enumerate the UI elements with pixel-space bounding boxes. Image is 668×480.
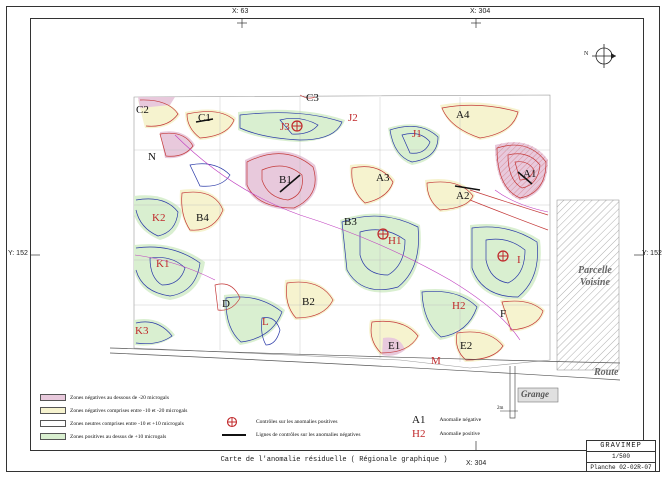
- legend-text-lines-negative: Lignes de contrôles sur les anomalies négatives: [256, 432, 361, 438]
- neighbour-parcel-label: [578, 265, 612, 289]
- legend-swatch-neg20: [40, 394, 66, 401]
- legend-zone-pos10: [40, 433, 166, 440]
- legend-lines-negative: [222, 432, 360, 438]
- road-label: Route: [594, 367, 619, 378]
- legend: [40, 394, 520, 444]
- title-scale: 1/500: [587, 452, 655, 463]
- legend-text-pos10: Zones positives au dessus de +10 microgals: [70, 433, 167, 440]
- negative-anomaly-label-f: F: [500, 308, 507, 320]
- legend-text-neg10-20: Zones négatives comprises entre -10 et -20 microgals: [70, 407, 188, 414]
- legend-control-line-icon: [222, 434, 246, 436]
- legend-zone-neg10-20: [40, 407, 187, 414]
- legend-controls-positive: [226, 416, 338, 428]
- legend-code-negative: A1: [412, 414, 426, 426]
- title-sheet: Planche 02-02R-07: [590, 464, 652, 471]
- negative-anomaly-label-e1: E1: [388, 340, 401, 352]
- coord-left: Y: 152: [8, 250, 28, 257]
- legend-swatch-neutral: [40, 420, 66, 427]
- positive-anomaly-label-k1: K1: [156, 258, 170, 270]
- negative-anomaly-label-e2: E2: [460, 340, 473, 352]
- legend-zone-neutral: [40, 420, 184, 427]
- negative-anomaly-label-b3: B3: [344, 216, 357, 228]
- positive-anomaly-label-j3: J3: [280, 121, 290, 133]
- legend-zone-neg20: [40, 394, 169, 401]
- positive-anomaly-label-h2: H2: [452, 300, 466, 312]
- positive-anomaly-label-l: L: [262, 316, 269, 328]
- positive-anomaly-label-j1: J1: [412, 128, 422, 140]
- legend-text-neutral: Zones neutres comprises entre -10 et +10 microgals: [70, 420, 184, 427]
- positive-anomaly-label-j2: J2: [348, 112, 358, 124]
- parcel-label-line2: Voisine: [579, 277, 610, 288]
- negative-anomaly-label-c2: C2: [136, 104, 149, 116]
- positive-anomaly-label-m: M: [431, 355, 441, 367]
- legend-text-controls-positive: Contrôles sur les anomalies positives: [256, 419, 338, 425]
- negative-anomaly-label-a1: A1: [523, 168, 537, 180]
- coord-top-right: X: 304: [470, 8, 491, 15]
- legend-text-neg20: Zones négatives au dessous de -20 microgals: [70, 394, 169, 401]
- coord-top-left: X: 63: [232, 8, 249, 15]
- positive-anomaly-label-k2: K2: [152, 212, 166, 224]
- positive-anomaly-label-h1: H1: [388, 235, 402, 247]
- title-company: GRAVIMEP: [587, 441, 655, 452]
- negative-anomaly-label-b2: B2: [302, 296, 315, 308]
- negative-anomaly-label-c1: C1: [198, 112, 211, 124]
- legend-negative-anomaly: [412, 414, 481, 426]
- negative-anomaly-label-a4: A4: [456, 109, 470, 121]
- negative-anomaly-label-a2: A2: [456, 190, 470, 202]
- negative-anomaly-label-c3: C3: [306, 92, 319, 104]
- coord-right: Y: 152: [642, 250, 662, 257]
- positive-anomaly-label-k3: K3: [135, 325, 149, 337]
- negative-anomaly-label-b1: B1: [279, 174, 292, 186]
- parcel-label-line1: Parcelle: [578, 265, 612, 276]
- legend-positive-anomaly: [412, 428, 480, 440]
- grange-label: Grange: [521, 389, 550, 399]
- legend-text-positive-anomaly: Anomalie positive: [439, 431, 480, 437]
- legend-code-positive: H2: [412, 428, 426, 440]
- north-marker: N: [584, 51, 589, 57]
- negative-anomaly-label-a3: A3: [376, 172, 390, 184]
- legend-text-negative-anomaly: Anomalie négative: [439, 417, 482, 423]
- positive-anomaly-label-i: I: [517, 254, 521, 266]
- negative-anomaly-label-n: N: [148, 151, 156, 163]
- legend-swatch-neg10-20: [40, 407, 66, 414]
- legend-control-marker-icon: [226, 416, 238, 428]
- scale-segment-label: 2m: [497, 406, 504, 411]
- negative-anomaly-label-b4: B4: [196, 212, 209, 224]
- negative-anomaly-label-d: D: [222, 298, 230, 310]
- title-block: [586, 440, 656, 472]
- coord-bottom-right: X: 304: [466, 460, 487, 467]
- legend-swatch-pos10: [40, 433, 66, 440]
- map-caption: Carte de l'anomalie résiduelle ( Régionale graphique ): [220, 456, 448, 464]
